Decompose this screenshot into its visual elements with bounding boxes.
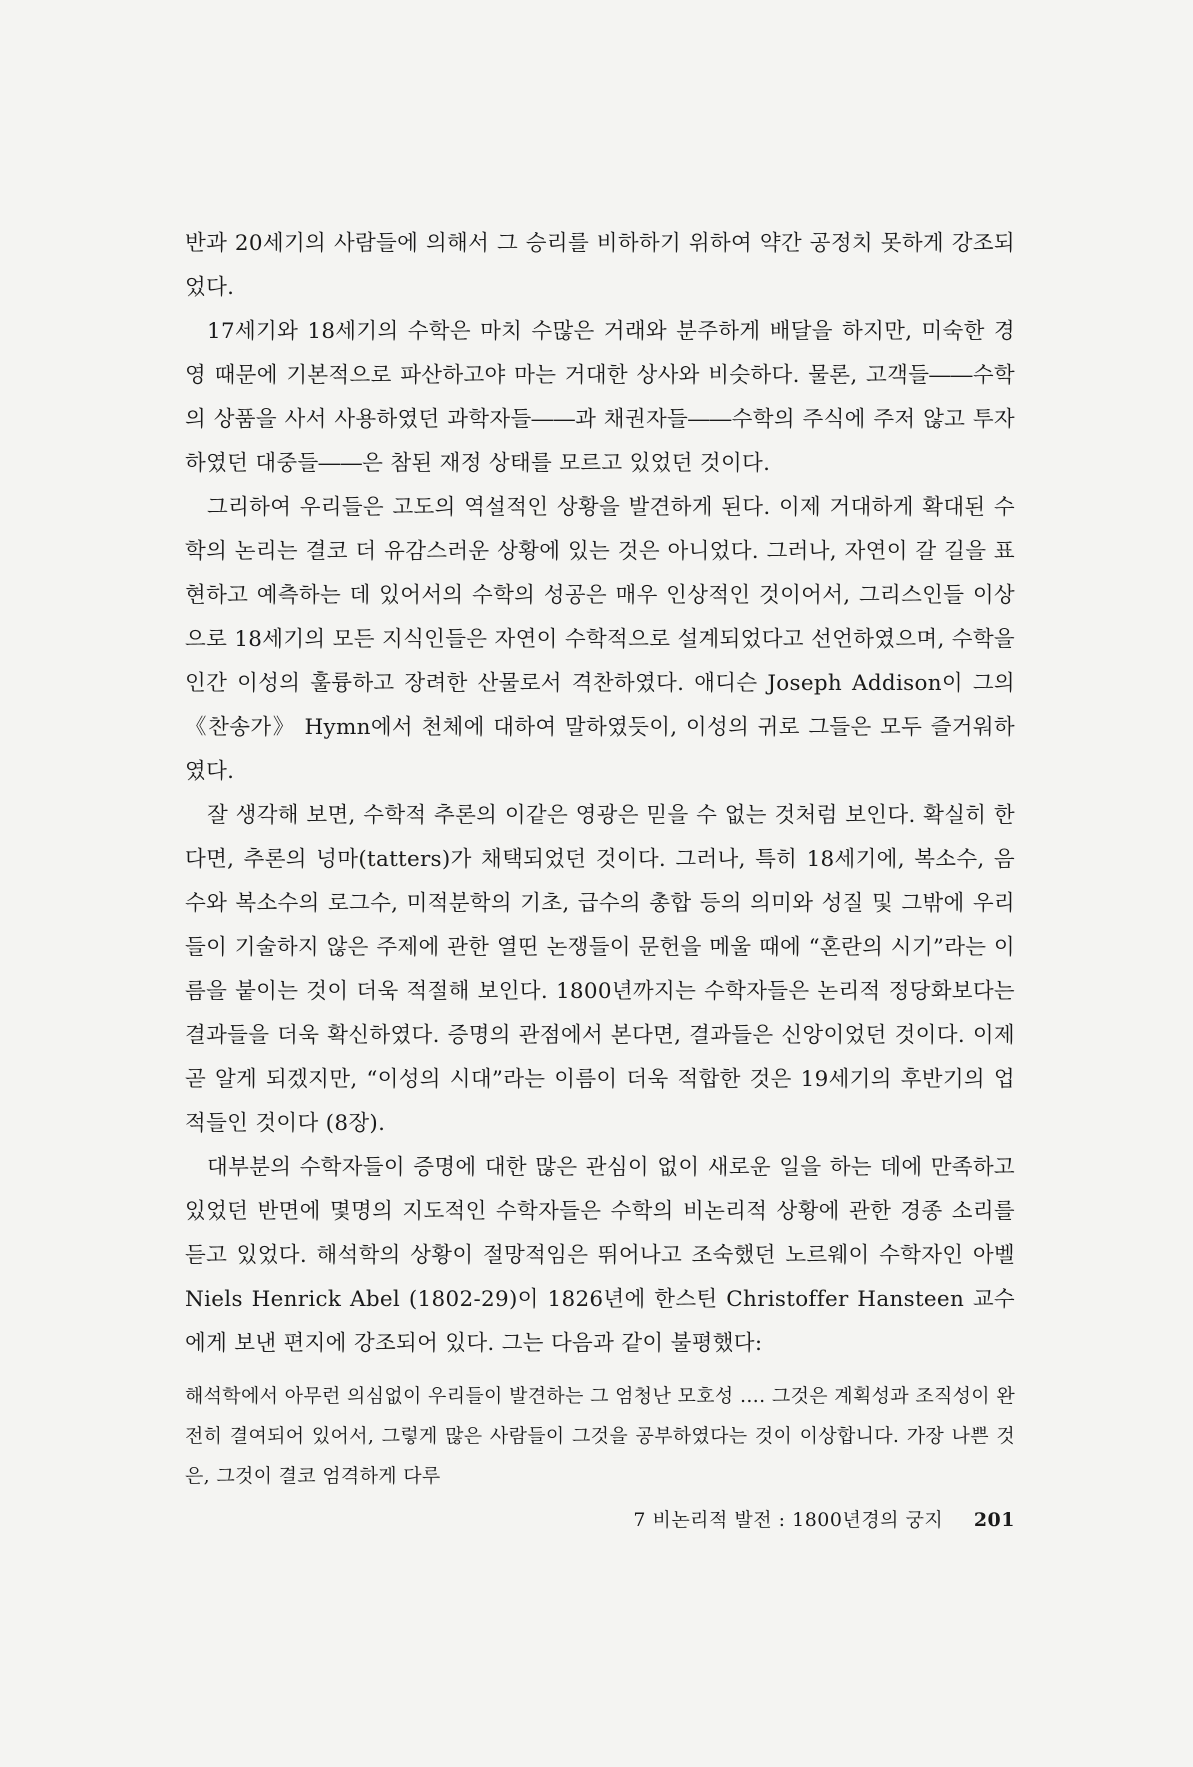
body-text	[185, 222, 1015, 1496]
paragraph-1: 반과 20세기의 사람들에 의해서 그 승리를 비하하기 위하여 약간 공정치 못하게 강조되었다.	[185, 231, 1015, 300]
paragraph-5: 대부분의 수학자들이 증명에 대한 많은 관심이 없이 새로운 일을 하는 데에 만족하고 있었던 반면에 몇명의 지도적인 수학자들은 수학의 비논리적 상황에 관한 경종 소리를 듣고 있었다. 해석학의 상황이 절망적임은 뛰어나고 조숙했던 노르웨이 수학자인 아벨 Niels Henrick Abel (1802-29)이 1826년에 한스틴 Christoffer Hansteen 교수에게 보낸 편지에 강조되어 있다. 그는 다음과 같이 불평했다:	[185, 1155, 1015, 1356]
paragraph-3: 그리하여 우리들은 고도의 역설적인 상황을 발견하게 된다. 이제 거대하게 확대된 수학의 논리는 결코 더 유감스러운 상황에 있는 것은 아니었다. 그러나, 자연이 갈 길을 표현하고 예측하는 데 있어서의 수학의 성공은 매우 인상적인 것이어서, 그리스인들 이상으로 18세기의 모든 지식인들은 자연이 수학적으로 설계되었다고 선언하였으며, 수학을 인간 이성의 훌륭하고 장려한 산물로서 격찬하였다. 애디슨 Joseph Addison이 그의 《찬송가》 Hymn에서 천체에 대하여 말하였듯이, 이성의 귀로 그들은 모두 즐거워하였다.	[185, 495, 1015, 784]
block-quote: 해석학에서 아무런 의심없이 우리들이 발견하는 그 엄청난 모호성 …. 그것은 계획성과 조직성이 완전히 결여되어 있어서, 그렇게 많은 사람들이 그것을 공부하였다는 것이 이상합니다. 가장 나쁜 것은, 그것이 결코 엄격하게 다루	[185, 1385, 1015, 1487]
page-footer	[185, 1505, 1015, 1532]
running-head: 7 비논리적 발전 : 1800년경의 궁지	[633, 1509, 944, 1531]
paragraph-4: 잘 생각해 보면, 수학적 추론의 이같은 영광은 믿을 수 없는 것처럼 보인다. 확실히 한다면, 추론의 넝마(tatters)가 채택되었던 것이다. 그러나, 특히 18세기에, 복소수, 음수와 복소수의 로그수, 미적분학의 기초, 급수의 총합 등의 의미와 성질 및 그밖에 우리들이 기술하지 않은 주제에 관한 열띤 논쟁들이 문헌을 메울 때에 “혼란의 시기”라는 이름을 붙이는 것이 더욱 적절해 보인다. 1800년까지는 수학자들은 논리적 정당화보다는 결과들을 더욱 확신하였다. 증명의 관점에서 본다면, 결과들은 신앙이었던 것이다. 이제 곧 알게 되겠지만, “이성의 시대”라는 이름이 더욱 적합한 것은 19세기의 후반기의 업적들인 것이다 (8장).	[185, 803, 1015, 1136]
page-number: 201	[973, 1509, 1015, 1531]
paragraph-2: 17세기와 18세기의 수학은 마치 수많은 거래와 분주하게 배달을 하지만, 미숙한 경영 때문에 기본적으로 파산하고야 마는 거대한 상사와 비슷하다. 물론, 고객들――수학의 상품을 사서 사용하였던 과학자들――과 채권자들――수학의 주식에 주저 않고 투자하였던 대중들――은 참된 재정 상태를 모르고 있었던 것이다.	[185, 319, 1015, 476]
